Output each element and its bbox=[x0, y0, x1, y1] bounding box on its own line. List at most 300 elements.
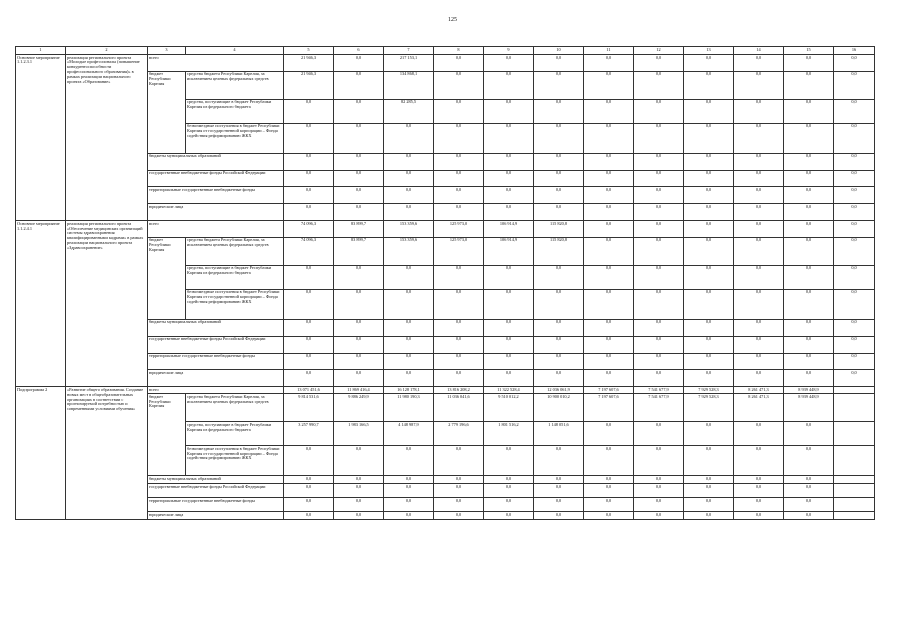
value-cell: 0,0 bbox=[684, 336, 734, 353]
value-cell: 7 197 607,6 bbox=[584, 394, 634, 422]
value-cell: 82 285,5 bbox=[384, 99, 434, 123]
value-cell: 11 980 190,3 bbox=[384, 394, 434, 422]
value-cell: 0,0 bbox=[434, 370, 484, 387]
source-legal-cell: юридические лица bbox=[148, 512, 284, 520]
value-cell: 0,0 bbox=[434, 512, 484, 520]
value-cell: 0,0 bbox=[284, 498, 334, 512]
value-cell: 0,0 bbox=[434, 319, 484, 336]
value-cell: 9 814 531,6 bbox=[284, 394, 334, 422]
value-cell: 153 359,6 bbox=[384, 221, 434, 238]
value-cell: 0,0 bbox=[384, 204, 434, 221]
value-cell: 0,0 bbox=[534, 71, 584, 99]
value-cell: 106 914,9 bbox=[484, 221, 534, 238]
value-cell: 125 973,0 bbox=[434, 237, 484, 265]
value-cell: 0,0 bbox=[334, 353, 384, 370]
value-cell: 0,0 bbox=[334, 512, 384, 520]
value-cell: 0,0 bbox=[734, 446, 784, 476]
value-cell: 0,0 bbox=[584, 353, 634, 370]
value-cell: 0,0 bbox=[334, 71, 384, 99]
value-cell: 0,0 bbox=[584, 123, 634, 153]
value-cell: 0,0 bbox=[334, 204, 384, 221]
value-cell: 74 096,3 bbox=[284, 221, 334, 238]
value-cell: 0,0 bbox=[684, 319, 734, 336]
column-number-cell: 11 bbox=[584, 47, 634, 55]
value-cell: 83 899,7 bbox=[334, 221, 384, 238]
value-cell: 0,0 bbox=[434, 204, 484, 221]
value-cell: 0,0 bbox=[284, 484, 334, 498]
value-cell: 7 929 528,3 bbox=[684, 387, 734, 394]
value-cell: 0,0 bbox=[484, 446, 534, 476]
value-cell: 0,0 bbox=[784, 484, 834, 498]
value-cell: 0,0 bbox=[834, 336, 875, 353]
table-row bbox=[16, 55, 875, 72]
source-territorial-cell: территориальные государственные внебюджетные фонды bbox=[148, 498, 284, 512]
value-cell: 16 128 178,1 bbox=[384, 387, 434, 394]
value-cell: 0,0 bbox=[484, 289, 534, 319]
column-number-cell: 2 bbox=[66, 47, 148, 55]
value-cell: 0,0 bbox=[284, 370, 334, 387]
value-cell: 0,0 bbox=[334, 319, 384, 336]
column-number-cell: 13 bbox=[684, 47, 734, 55]
source-budget-rk-cell: бюджет Республики Карелия bbox=[148, 71, 186, 153]
value-cell: 0,0 bbox=[634, 237, 684, 265]
column-number-cell: 3 bbox=[148, 47, 186, 55]
value-cell: 0,0 bbox=[584, 498, 634, 512]
value-cell: 0,0 bbox=[584, 370, 634, 387]
source-territorial-cell: территориальные государственные внебюджетные фонды bbox=[148, 187, 284, 204]
value-cell: 0,0 bbox=[284, 123, 334, 153]
value-cell: 0,0 bbox=[834, 237, 875, 265]
value-cell: 0,0 bbox=[384, 446, 434, 476]
value-cell: 0,0 bbox=[584, 204, 634, 221]
column-number-cell: 15 bbox=[784, 47, 834, 55]
value-cell: 0,0 bbox=[384, 153, 434, 170]
value-cell: 9 510 012,2 bbox=[484, 394, 534, 422]
value-cell: 0,0 bbox=[634, 123, 684, 153]
value-cell: 0,0 bbox=[334, 476, 384, 484]
value-cell: 0,0 bbox=[284, 265, 334, 289]
value-cell: 0,0 bbox=[434, 289, 484, 319]
value-cell: 115 820,8 bbox=[534, 221, 584, 238]
source-fund-cell: безвозмездные поступления в бюджет Республики Карелия от государственной корпорации – Фонда содействия реформированию ЖКХ bbox=[186, 123, 284, 153]
value-cell: 21 946,3 bbox=[284, 55, 334, 72]
value-cell: 4 148 987,9 bbox=[384, 422, 434, 446]
value-cell: 2 779 196,6 bbox=[434, 422, 484, 446]
value-cell: 0,0 bbox=[284, 336, 334, 353]
measure-title-cell: реализация регионального проекта «Обеспечение медицинских организаций системы здравоохранения квалифицированными кадрами» в рамках реализации национального проекта «Здравоохранение» bbox=[66, 221, 148, 387]
value-cell: 0,0 bbox=[584, 422, 634, 446]
value-cell: 115 820,8 bbox=[534, 237, 584, 265]
value-cell: 0,0 bbox=[284, 289, 334, 319]
value-cell: 8 939 448,9 bbox=[784, 387, 834, 394]
value-cell: 0,0 bbox=[534, 204, 584, 221]
value-cell: 0,0 bbox=[534, 370, 584, 387]
value-cell: 0,0 bbox=[834, 123, 875, 153]
value-cell: 0,0 bbox=[484, 55, 534, 72]
source-total-cell: всего bbox=[148, 221, 284, 238]
value-cell: 11 322 528,4 bbox=[484, 387, 534, 394]
source-territorial-cell: территориальные государственные внебюджетные фонды bbox=[148, 353, 284, 370]
value-cell: 8 261 471,3 bbox=[734, 394, 784, 422]
value-cell: 11 869 416,4 bbox=[334, 387, 384, 394]
value-cell: 0,0 bbox=[584, 99, 634, 123]
value-cell: 0,0 bbox=[734, 99, 784, 123]
value-cell: 8 939 448,9 bbox=[784, 394, 834, 422]
value-cell: 0,0 bbox=[334, 498, 384, 512]
value-cell: 0,0 bbox=[734, 221, 784, 238]
value-cell: 0,0 bbox=[784, 221, 834, 238]
value-cell: 0,0 bbox=[334, 265, 384, 289]
value-cell: 0,0 bbox=[834, 71, 875, 99]
value-cell: 0,0 bbox=[684, 422, 734, 446]
value-cell: 0,0 bbox=[734, 353, 784, 370]
value-cell: 0,0 bbox=[834, 289, 875, 319]
value-cell: 0,0 bbox=[684, 446, 734, 476]
value-cell: 0,0 bbox=[584, 237, 634, 265]
value-cell: 0,0 bbox=[384, 187, 434, 204]
value-cell: 0,0 bbox=[684, 71, 734, 99]
value-cell: 0,0 bbox=[534, 353, 584, 370]
value-cell: 0,0 bbox=[784, 237, 834, 265]
value-cell: 0,0 bbox=[734, 153, 784, 170]
value-cell: 0,0 bbox=[734, 170, 784, 187]
value-cell: 0,0 bbox=[684, 153, 734, 170]
value-cell: 0,0 bbox=[484, 204, 534, 221]
value-cell: 153 359,6 bbox=[384, 237, 434, 265]
value-cell: 0,0 bbox=[434, 99, 484, 123]
value-cell: 0,0 bbox=[534, 123, 584, 153]
value-cell: 0,0 bbox=[584, 187, 634, 204]
value-cell: 0,0 bbox=[784, 71, 834, 99]
column-number-cell: 5 bbox=[284, 47, 334, 55]
value-cell: 0,0 bbox=[634, 153, 684, 170]
value-cell: 0,0 bbox=[284, 476, 334, 484]
value-cell: 0,0 bbox=[634, 204, 684, 221]
value-cell: 0,0 bbox=[784, 319, 834, 336]
value-cell: 0,0 bbox=[534, 319, 584, 336]
value-cell: 0,0 bbox=[584, 446, 634, 476]
value-cell: 0,0 bbox=[634, 476, 684, 484]
value-cell: 0,0 bbox=[484, 353, 534, 370]
value-cell: 0,0 bbox=[784, 153, 834, 170]
value-cell: 1 983 166,5 bbox=[334, 422, 384, 446]
value-cell: 0,0 bbox=[684, 187, 734, 204]
value-cell: 1 148 051,6 bbox=[534, 422, 584, 446]
value-cell: 0,0 bbox=[634, 319, 684, 336]
source-budget-rk-cell: бюджет Республики Карелия bbox=[148, 237, 186, 319]
value-cell: 0,0 bbox=[384, 289, 434, 319]
value-cell: 0,0 bbox=[334, 336, 384, 353]
value-cell: 0,0 bbox=[634, 289, 684, 319]
value-cell: 0,0 bbox=[684, 353, 734, 370]
value-cell: 0,0 bbox=[584, 289, 634, 319]
value-cell: 0,0 bbox=[534, 512, 584, 520]
value-cell: 0,0 bbox=[584, 265, 634, 289]
source-municipal-cell: бюджеты муниципальных образований bbox=[148, 319, 284, 336]
value-cell: 0,0 bbox=[634, 71, 684, 99]
value-cell: 0,0 bbox=[284, 204, 334, 221]
value-cell: 0,0 bbox=[734, 512, 784, 520]
source-rk-own-cell: средства бюджета Республики Карелия, за исключением целевых федеральных средств bbox=[186, 394, 284, 422]
value-cell: 0,0 bbox=[584, 336, 634, 353]
value-cell: 0,0 bbox=[484, 153, 534, 170]
value-cell: 0,0 bbox=[434, 336, 484, 353]
value-cell: 0,0 bbox=[484, 187, 534, 204]
value-cell: 106 914,9 bbox=[484, 237, 534, 265]
value-cell: 13 816 208,2 bbox=[434, 387, 484, 394]
value-cell: 0,0 bbox=[334, 153, 384, 170]
value-cell: 0,0 bbox=[634, 370, 684, 387]
value-cell: 0,0 bbox=[784, 170, 834, 187]
value-cell: 12 036 061,9 bbox=[534, 387, 584, 394]
value-cell: 0,0 bbox=[834, 370, 875, 387]
value-cell: 0,0 bbox=[384, 319, 434, 336]
value-cell: 0,0 bbox=[784, 370, 834, 387]
value-cell bbox=[834, 446, 875, 476]
page-number: 125 bbox=[448, 17, 457, 23]
value-cell: 0,0 bbox=[534, 289, 584, 319]
value-cell: 0,0 bbox=[434, 55, 484, 72]
value-cell: 0,0 bbox=[684, 237, 734, 265]
column-number-cell: 16 bbox=[834, 47, 875, 55]
table-row bbox=[16, 221, 875, 238]
value-cell: 7 541 677,9 bbox=[634, 394, 684, 422]
value-cell: 0,0 bbox=[284, 446, 334, 476]
value-cell: 0,0 bbox=[384, 498, 434, 512]
value-cell: 0,0 bbox=[484, 71, 534, 99]
value-cell: 0,0 bbox=[434, 484, 484, 498]
source-total-cell: всего bbox=[148, 55, 284, 72]
value-cell: 0,0 bbox=[434, 187, 484, 204]
value-cell: 0,0 bbox=[384, 512, 434, 520]
value-cell: 0,0 bbox=[484, 123, 534, 153]
value-cell: 0,0 bbox=[484, 512, 534, 520]
value-cell: 1 801 516,2 bbox=[484, 422, 534, 446]
header-row bbox=[16, 47, 875, 55]
value-cell: 0,0 bbox=[584, 55, 634, 72]
value-cell: 0,0 bbox=[784, 289, 834, 319]
table-row bbox=[16, 387, 875, 394]
value-cell: 0,0 bbox=[684, 476, 734, 484]
value-cell: 0,0 bbox=[634, 265, 684, 289]
value-cell: 0,0 bbox=[634, 55, 684, 72]
value-cell: 0,0 bbox=[434, 123, 484, 153]
value-cell: 3 257 990,7 bbox=[284, 422, 334, 446]
value-cell bbox=[834, 387, 875, 394]
value-cell: 0,0 bbox=[584, 476, 634, 484]
value-cell: 0,0 bbox=[684, 55, 734, 72]
value-cell: 21 946,3 bbox=[284, 71, 334, 99]
value-cell: 0,0 bbox=[734, 123, 784, 153]
source-federal-cell: средства, поступающие в бюджет Республики Карелия из федерального бюджета bbox=[186, 422, 284, 446]
value-cell: 0,0 bbox=[284, 319, 334, 336]
measure-title-cell: «Развитие общего образования. Создание новых мест в общеобразовательных организациях в соответствии с прогнозируемой потребностью и современными условиями обучения» bbox=[66, 387, 148, 520]
value-cell: 0,0 bbox=[834, 204, 875, 221]
value-cell: 0,0 bbox=[634, 498, 684, 512]
value-cell: 0,0 bbox=[834, 353, 875, 370]
value-cell: 0,0 bbox=[784, 512, 834, 520]
value-cell: 0,0 bbox=[734, 289, 784, 319]
value-cell: 0,0 bbox=[334, 55, 384, 72]
value-cell bbox=[834, 422, 875, 446]
value-cell: 0,0 bbox=[534, 55, 584, 72]
source-rk-own-cell: средства бюджета Республики Карелия, за исключением целевых федеральных средств bbox=[186, 237, 284, 265]
source-federal-cell: средства, поступающие в бюджет Республики Карелия из федерального бюджета bbox=[186, 99, 284, 123]
value-cell: 0,0 bbox=[434, 265, 484, 289]
column-number-cell: 6 bbox=[334, 47, 384, 55]
value-cell: 0,0 bbox=[434, 71, 484, 99]
value-cell: 0,0 bbox=[334, 99, 384, 123]
value-cell: 0,0 bbox=[534, 170, 584, 187]
value-cell: 0,0 bbox=[384, 336, 434, 353]
value-cell: 0,0 bbox=[834, 153, 875, 170]
source-total-cell: всего bbox=[148, 387, 284, 394]
value-cell: 0,0 bbox=[334, 170, 384, 187]
value-cell: 0,0 bbox=[784, 336, 834, 353]
value-cell: 0,0 bbox=[384, 484, 434, 498]
value-cell: 0,0 bbox=[534, 476, 584, 484]
value-cell: 0,0 bbox=[284, 170, 334, 187]
value-cell: 0,0 bbox=[284, 353, 334, 370]
value-cell: 83 899,7 bbox=[334, 237, 384, 265]
column-number-cell: 10 bbox=[534, 47, 584, 55]
value-cell: 0,0 bbox=[334, 187, 384, 204]
value-cell: 0,0 bbox=[734, 422, 784, 446]
value-cell: 0,0 bbox=[684, 221, 734, 238]
value-cell: 0,0 bbox=[634, 187, 684, 204]
value-cell: 0,0 bbox=[784, 204, 834, 221]
value-cell: 0,0 bbox=[634, 422, 684, 446]
value-cell: 0,0 bbox=[634, 353, 684, 370]
source-fund-cell: безвозмездные поступления в бюджет Республики Карелия от государственной корпорации – Фонда содействия реформированию ЖКХ bbox=[186, 289, 284, 319]
value-cell: 0,0 bbox=[584, 484, 634, 498]
source-federal-cell: средства, поступающие в бюджет Республики Карелия из федерального бюджета bbox=[186, 265, 284, 289]
value-cell: 0,0 bbox=[484, 336, 534, 353]
source-state_funds-cell: государственные внебюджетные фонды Российской Федерации bbox=[148, 170, 284, 187]
measure-code-cell: Подпрограмма 2 bbox=[16, 387, 66, 520]
value-cell: 0,0 bbox=[534, 336, 584, 353]
source-municipal-cell: бюджеты муниципальных образований bbox=[148, 476, 284, 484]
value-cell: 0,0 bbox=[634, 221, 684, 238]
value-cell: 0,0 bbox=[834, 187, 875, 204]
value-cell: 7 197 607,6 bbox=[584, 387, 634, 394]
column-number-cell: 7 bbox=[384, 47, 434, 55]
value-cell: 0,0 bbox=[734, 336, 784, 353]
value-cell: 0,0 bbox=[284, 99, 334, 123]
column-number-cell: 9 bbox=[484, 47, 534, 55]
value-cell: 0,0 bbox=[734, 204, 784, 221]
value-cell: 7 541 677,9 bbox=[634, 387, 684, 394]
value-cell: 0,0 bbox=[384, 123, 434, 153]
value-cell: 0,0 bbox=[684, 170, 734, 187]
value-cell: 0,0 bbox=[384, 353, 434, 370]
value-cell: 0,0 bbox=[534, 187, 584, 204]
value-cell: 0,0 bbox=[684, 498, 734, 512]
value-cell: 0,0 bbox=[384, 476, 434, 484]
value-cell: 0,0 bbox=[584, 319, 634, 336]
value-cell bbox=[834, 484, 875, 498]
value-cell: 0,0 bbox=[584, 512, 634, 520]
value-cell: 0,0 bbox=[534, 498, 584, 512]
value-cell: 0,0 bbox=[534, 153, 584, 170]
value-cell: 0,0 bbox=[434, 170, 484, 187]
value-cell bbox=[834, 512, 875, 520]
value-cell: 0,0 bbox=[434, 476, 484, 484]
value-cell: 0,0 bbox=[734, 370, 784, 387]
value-cell: 0,0 bbox=[584, 221, 634, 238]
value-cell: 0,0 bbox=[434, 498, 484, 512]
source-state_funds-cell: государственные внебюджетные фонды Российской Федерации bbox=[148, 336, 284, 353]
column-number-cell: 8 bbox=[434, 47, 484, 55]
value-cell: 0,0 bbox=[784, 187, 834, 204]
value-cell: 0,0 bbox=[684, 99, 734, 123]
value-cell: 0,0 bbox=[384, 265, 434, 289]
value-cell: 0,0 bbox=[484, 484, 534, 498]
source-legal-cell: юридические лица bbox=[148, 370, 284, 387]
value-cell: 0,0 bbox=[734, 476, 784, 484]
value-cell: 125 973,0 bbox=[434, 221, 484, 238]
value-cell: 0,0 bbox=[684, 370, 734, 387]
value-cell: 10 900 010,2 bbox=[534, 394, 584, 422]
value-cell: 0,0 bbox=[784, 476, 834, 484]
value-cell: 0,0 bbox=[334, 123, 384, 153]
value-cell: 0,0 bbox=[684, 265, 734, 289]
value-cell: 0,0 bbox=[834, 55, 875, 72]
value-cell: 0,0 bbox=[484, 99, 534, 123]
value-cell: 0,0 bbox=[784, 123, 834, 153]
value-cell: 0,0 bbox=[384, 370, 434, 387]
value-cell: 0,0 bbox=[784, 99, 834, 123]
column-number-cell: 14 bbox=[734, 47, 784, 55]
value-cell: 9 886 249,9 bbox=[334, 394, 384, 422]
value-cell: 0,0 bbox=[634, 99, 684, 123]
value-cell: 8 261 471,3 bbox=[734, 387, 784, 394]
value-cell: 0,0 bbox=[484, 498, 534, 512]
value-cell: 0,0 bbox=[334, 289, 384, 319]
value-cell: 0,0 bbox=[284, 512, 334, 520]
measure-code-cell: Основное мероприятие 1.1.2.4.1 bbox=[16, 221, 66, 387]
value-cell: 0,0 bbox=[634, 170, 684, 187]
value-cell: 0,0 bbox=[334, 370, 384, 387]
value-cell: 0,0 bbox=[634, 512, 684, 520]
value-cell: 0,0 bbox=[634, 336, 684, 353]
value-cell: 0,0 bbox=[334, 484, 384, 498]
value-cell: 0,0 bbox=[484, 265, 534, 289]
value-cell bbox=[834, 498, 875, 512]
value-cell: 217 153,1 bbox=[384, 55, 434, 72]
value-cell: 0,0 bbox=[634, 484, 684, 498]
value-cell: 0,0 bbox=[584, 170, 634, 187]
value-cell: 0,0 bbox=[734, 498, 784, 512]
value-cell: 0,0 bbox=[784, 446, 834, 476]
source-legal-cell: юридические лица bbox=[148, 204, 284, 221]
value-cell: 11 036 041,6 bbox=[434, 394, 484, 422]
budget-table bbox=[15, 46, 875, 520]
value-cell: 0,0 bbox=[584, 153, 634, 170]
value-cell: 0,0 bbox=[484, 476, 534, 484]
value-cell: 0,0 bbox=[684, 512, 734, 520]
value-cell: 0,0 bbox=[834, 99, 875, 123]
value-cell: 0,0 bbox=[534, 484, 584, 498]
value-cell: 0,0 bbox=[784, 422, 834, 446]
value-cell: 0,0 bbox=[534, 99, 584, 123]
column-number-cell: 12 bbox=[634, 47, 684, 55]
value-cell: 0,0 bbox=[784, 55, 834, 72]
column-number-cell: 4 bbox=[186, 47, 284, 55]
value-cell: 13 071 451,6 bbox=[284, 387, 334, 394]
value-cell: 0,0 bbox=[634, 446, 684, 476]
measure-code-cell: Основное мероприятие 1.1.2.3.1 bbox=[16, 55, 66, 221]
